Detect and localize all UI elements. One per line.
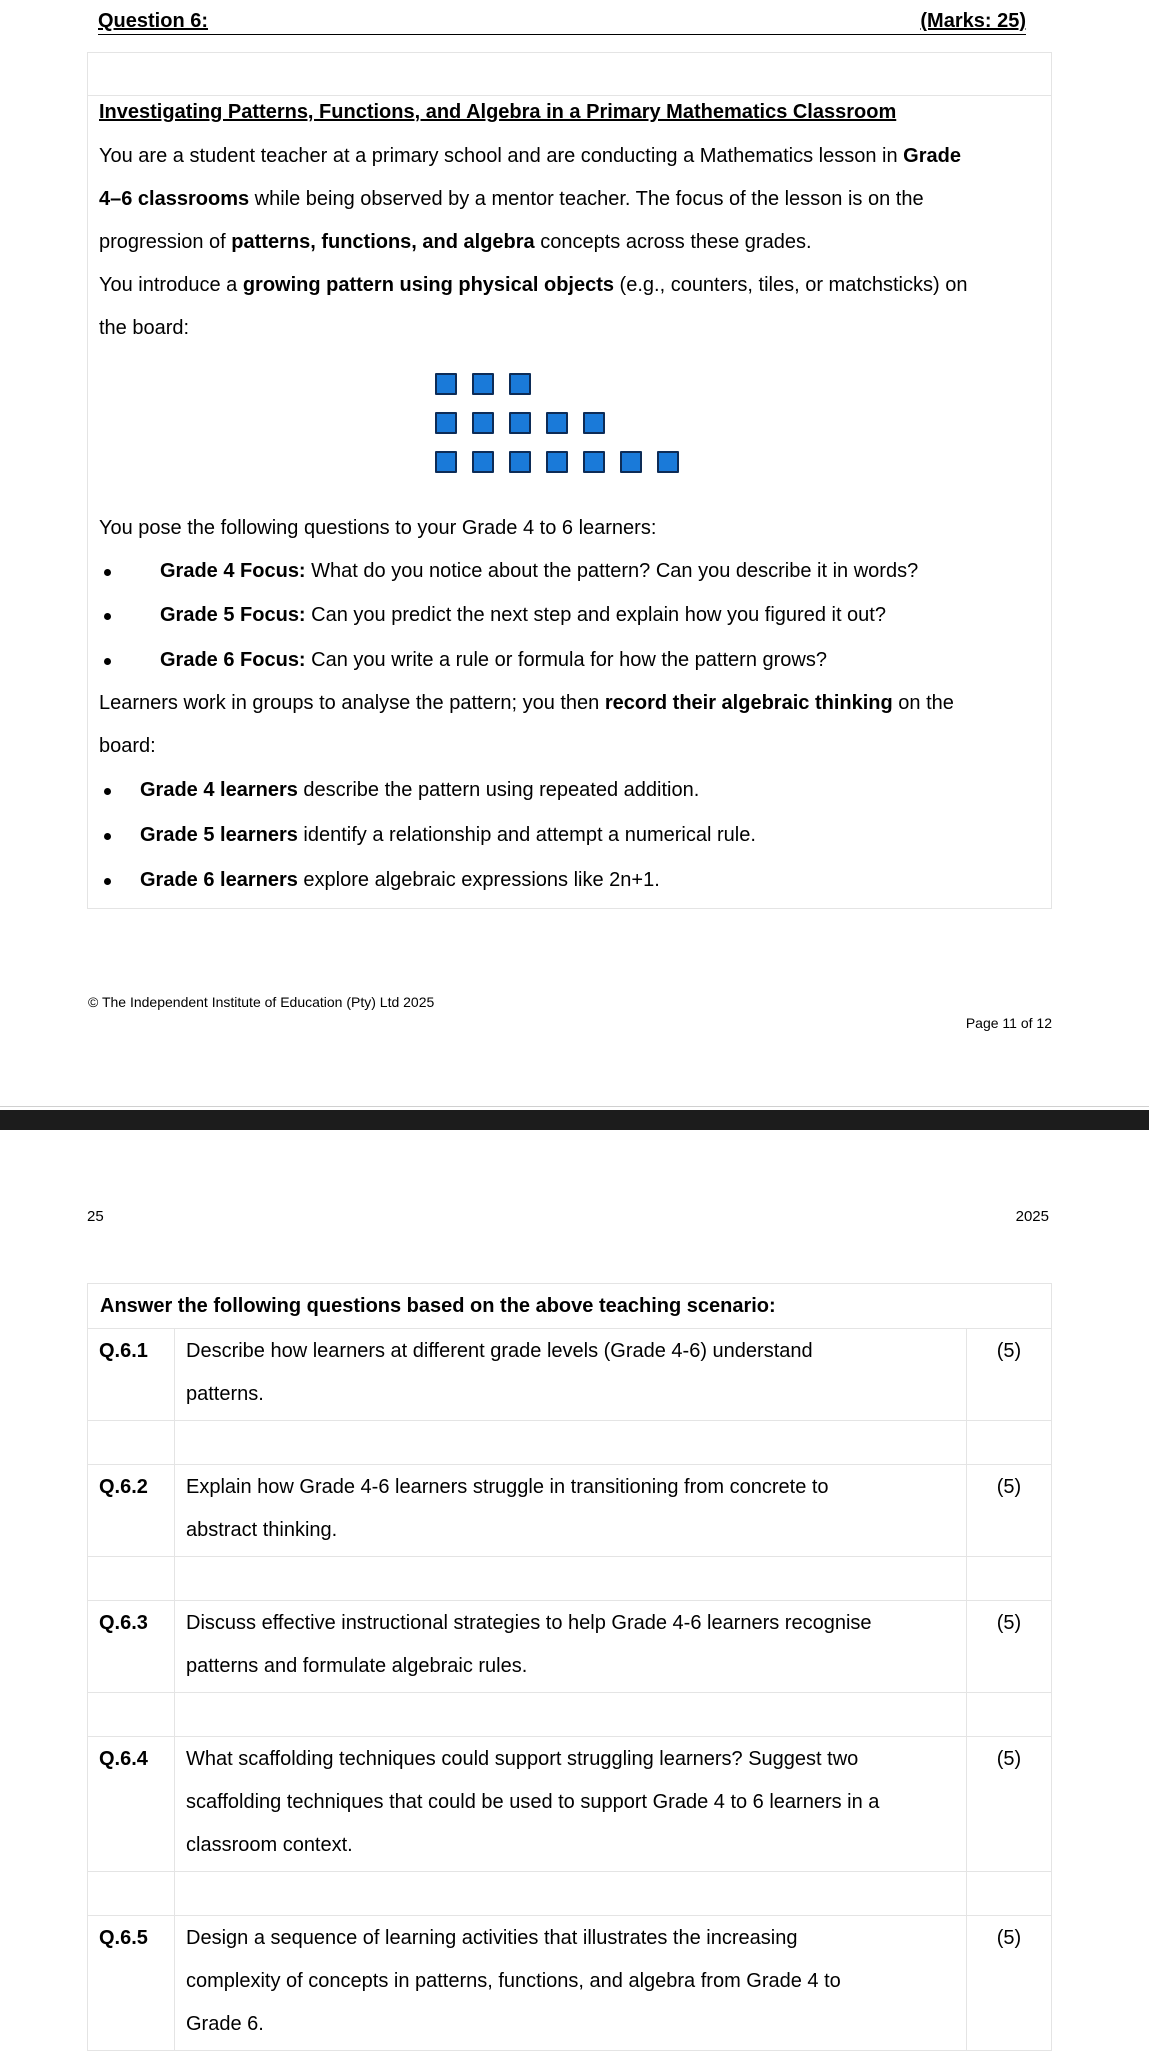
question-text <box>175 1916 967 2050</box>
empty-cell <box>88 1693 175 1736</box>
pattern-tile <box>620 451 642 473</box>
pattern-tile <box>583 412 605 434</box>
question-text-line: patterns and formulate algebraic rules. <box>186 1655 528 1677</box>
scenario-paragraph-3-line-2: board: <box>99 735 156 757</box>
question-number: Q.6.1 <box>88 1329 175 1420</box>
question-text-line: patterns. <box>186 1383 264 1405</box>
empty-cell <box>88 1872 175 1915</box>
question-text-line: Describe how learners at different grade levels (Grade 4-6) understand <box>186 1340 813 1362</box>
learners-grade-5: Grade 5 learners identify a relationship and attempt a numerical rule. <box>140 824 756 846</box>
spacer-row <box>88 1872 1051 1916</box>
pattern-tile <box>435 373 457 395</box>
spacer-row <box>88 1421 1051 1465</box>
empty-cell <box>967 1872 1051 1915</box>
scenario-paragraph-3-line-1: Learners work in groups to analyse the pattern; you then record their algebraic thinking on the <box>99 692 954 714</box>
question-text-line: classroom context. <box>186 1834 353 1856</box>
empty-cell <box>967 1557 1051 1600</box>
question-number: Q.6.4 <box>88 1737 175 1871</box>
scenario-paragraph-2-line-2: the board: <box>99 317 190 339</box>
empty-cell <box>175 1557 967 1600</box>
pattern-tile <box>509 412 531 434</box>
question-text-line: Discuss effective instructional strategies to help Grade 4-6 learners recognise <box>186 1612 872 1634</box>
next-page-header-left: 25 <box>87 1208 104 1225</box>
pattern-tile <box>657 451 679 473</box>
bullet-dot <box>104 569 111 576</box>
question-marks: (5) <box>996 1612 1022 1634</box>
pattern-tile <box>472 373 494 395</box>
table-row <box>88 1465 1051 1557</box>
scenario-paragraph-1-line-3: progression of patterns, functions, and algebra concepts across these grades. <box>99 231 812 253</box>
pattern-tile <box>546 451 568 473</box>
pattern-tile <box>435 451 457 473</box>
question-text <box>175 1737 967 1871</box>
question-text <box>175 1465 967 1556</box>
pattern-tile <box>509 373 531 395</box>
question-text-line: Grade 6. <box>186 2013 264 2035</box>
question-text <box>175 1329 967 1420</box>
question-text-line: Explain how Grade 4-6 learners struggle in transitioning from concrete to <box>186 1476 829 1498</box>
copyright-footer: © The Independent Institute of Education (Pty) Ltd 2025 <box>88 994 435 1010</box>
question-text-line: complexity of concepts in patterns, functions, and algebra from Grade 4 to <box>186 1970 841 1992</box>
pose-text: You pose the following questions to your Grade 4 to 6 learners: <box>99 517 657 539</box>
question-text-line: abstract thinking. <box>186 1519 338 1541</box>
learners-grade-6: Grade 6 learners explore algebraic expressions like 2n+1. <box>140 869 660 891</box>
pattern-tile <box>583 451 605 473</box>
focus-grade-5: Grade 5 Focus: Can you predict the next step and explain how you figured it out? <box>160 604 886 626</box>
bullet-dot <box>104 613 111 620</box>
question-text <box>175 1601 967 1692</box>
focus-grade-6: Grade 6 Focus: Can you write a rule or formula for how the pattern grows? <box>160 649 827 671</box>
page-number: Page 11 of 12 <box>965 1015 1052 1031</box>
bullet-dot <box>104 833 111 840</box>
bullet-dot <box>104 658 111 665</box>
pattern-tile <box>472 451 494 473</box>
pattern-tile <box>472 412 494 434</box>
spacer-row <box>88 1693 1051 1737</box>
page-separator-bar <box>0 1110 1149 1130</box>
empty-cell <box>175 1872 967 1915</box>
table-row <box>88 1737 1051 1872</box>
bullet-dot <box>104 878 111 885</box>
scenario-paragraph-2-line-1: You introduce a growing pattern using physical objects (e.g., counters, tiles, or matchsticks) on <box>99 274 968 296</box>
empty-cell <box>88 1557 175 1600</box>
question-text-line: What scaffolding techniques could support struggling learners? Suggest two <box>186 1748 859 1770</box>
question-text-line: Design a sequence of learning activities that illustrates the increasing <box>186 1927 798 1949</box>
question-label: Question 6: <box>98 10 209 32</box>
empty-cell <box>175 1421 967 1464</box>
bullet-dot <box>104 788 111 795</box>
focus-grade-4: Grade 4 Focus: What do you notice about the pattern? Can you describe it in words? <box>160 560 919 582</box>
learners-grade-4: Grade 4 learners describe the pattern using repeated addition. <box>140 779 700 801</box>
next-page-header-right: 2025 <box>1015 1208 1049 1225</box>
question-header <box>98 10 1026 35</box>
pattern-tile <box>435 412 457 434</box>
empty-cell <box>88 1421 175 1464</box>
question-marks: (5) <box>996 1748 1022 1770</box>
page-separator-line <box>0 1106 1149 1107</box>
question-number: Q.6.2 <box>88 1465 175 1556</box>
pattern-tile <box>546 412 568 434</box>
question-marks: (5) <box>996 1927 1022 1949</box>
empty-cell <box>175 1693 967 1736</box>
question-marks: (Marks: 25) <box>920 10 1026 32</box>
question-text-line: scaffolding techniques that could be used to support Grade 4 to 6 learners in a <box>186 1791 880 1813</box>
scenario-paragraph-1-line-1: You are a student teacher at a primary school and are conducting a Mathematics lesson in Grade <box>99 145 961 167</box>
empty-cell <box>967 1693 1051 1736</box>
pattern-tile <box>509 451 531 473</box>
table-row <box>88 1916 1051 2051</box>
question-marks: (5) <box>996 1476 1022 1498</box>
question-number: Q.6.3 <box>88 1601 175 1692</box>
questions-table <box>87 1283 1052 2051</box>
question-marks: (5) <box>996 1340 1022 1362</box>
scenario-title: Investigating Patterns, Functions, and Algebra in a Primary Mathematics Classroom <box>99 101 897 123</box>
questions-heading: Answer the following questions based on the above teaching scenario: <box>88 1284 1051 1329</box>
spacer-row <box>88 1557 1051 1601</box>
empty-cell <box>967 1421 1051 1464</box>
scenario-paragraph-1-line-2: 4–6 classrooms while being observed by a mentor teacher. The focus of the lesson is on the <box>99 188 924 210</box>
table-row <box>88 1329 1051 1421</box>
question-number: Q.6.5 <box>88 1916 175 2050</box>
table-row <box>88 1601 1051 1693</box>
